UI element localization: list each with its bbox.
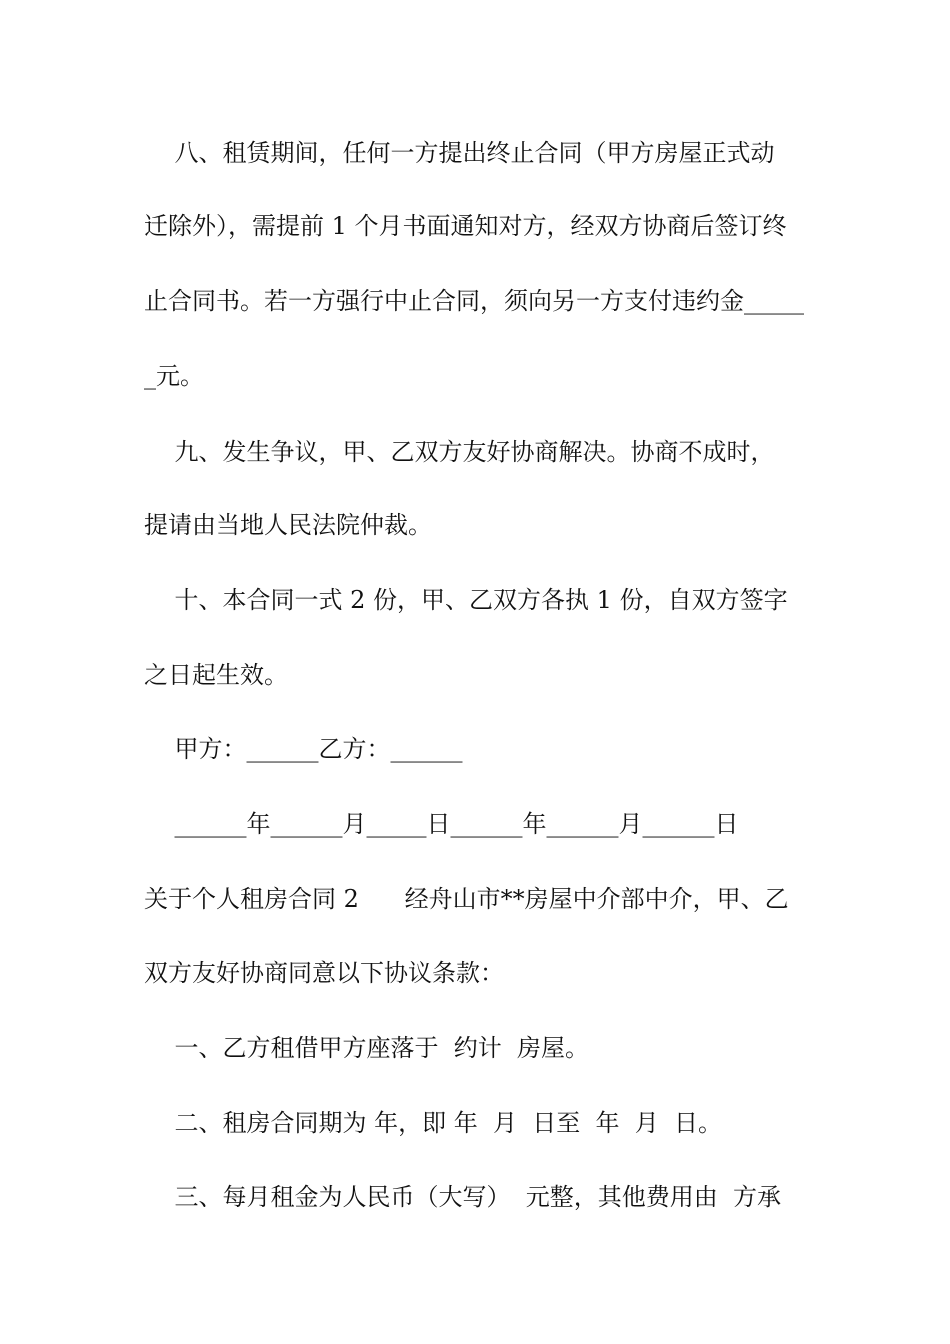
paragraph-line: 十、本合同一式 2 份，甲、乙双方各执 1 份，自双方签字 [144, 586, 788, 614]
signature-line: 甲方：______乙方：______ [144, 735, 463, 763]
paragraph-line: 九、发生争议，甲、乙双方友好协商解决。协商不成时， [144, 438, 775, 466]
paragraph-line: 二、租房合同期为 年，即 年 月 日至 年 月 日。 [144, 1109, 723, 1137]
paragraph-line: 之日起生效。 [144, 661, 288, 689]
paragraph-line: 迁除外），需提前 1 个月书面通知对方，经双方协商后签订终 [144, 212, 787, 240]
paragraph-line: 八、租赁期间，任何一方提出终止合同（甲方房屋正式动 [144, 139, 775, 167]
paragraph-line: 止合同书。若一方强行中止合同，须向另一方支付违约金_____ [144, 287, 804, 315]
date-line: ______年______月_____日______年______月______日 [144, 810, 739, 838]
paragraph-line: 提请由当地人民法院仲裁。 [144, 511, 432, 539]
paragraph-line: _元。 [144, 362, 204, 390]
paragraph-line: 一、乙方租借甲方座落于 约计 房屋。 [144, 1034, 590, 1062]
paragraph-line: 双方友好协商同意以下协议条款： [144, 959, 504, 987]
paragraph-line: 关于个人租房合同 2 经舟山市**房屋中介部中介，甲、乙 [144, 885, 789, 913]
paragraph-line: 三、每月租金为人民币（大写） 元整，其他费用由 方承 [144, 1183, 782, 1211]
